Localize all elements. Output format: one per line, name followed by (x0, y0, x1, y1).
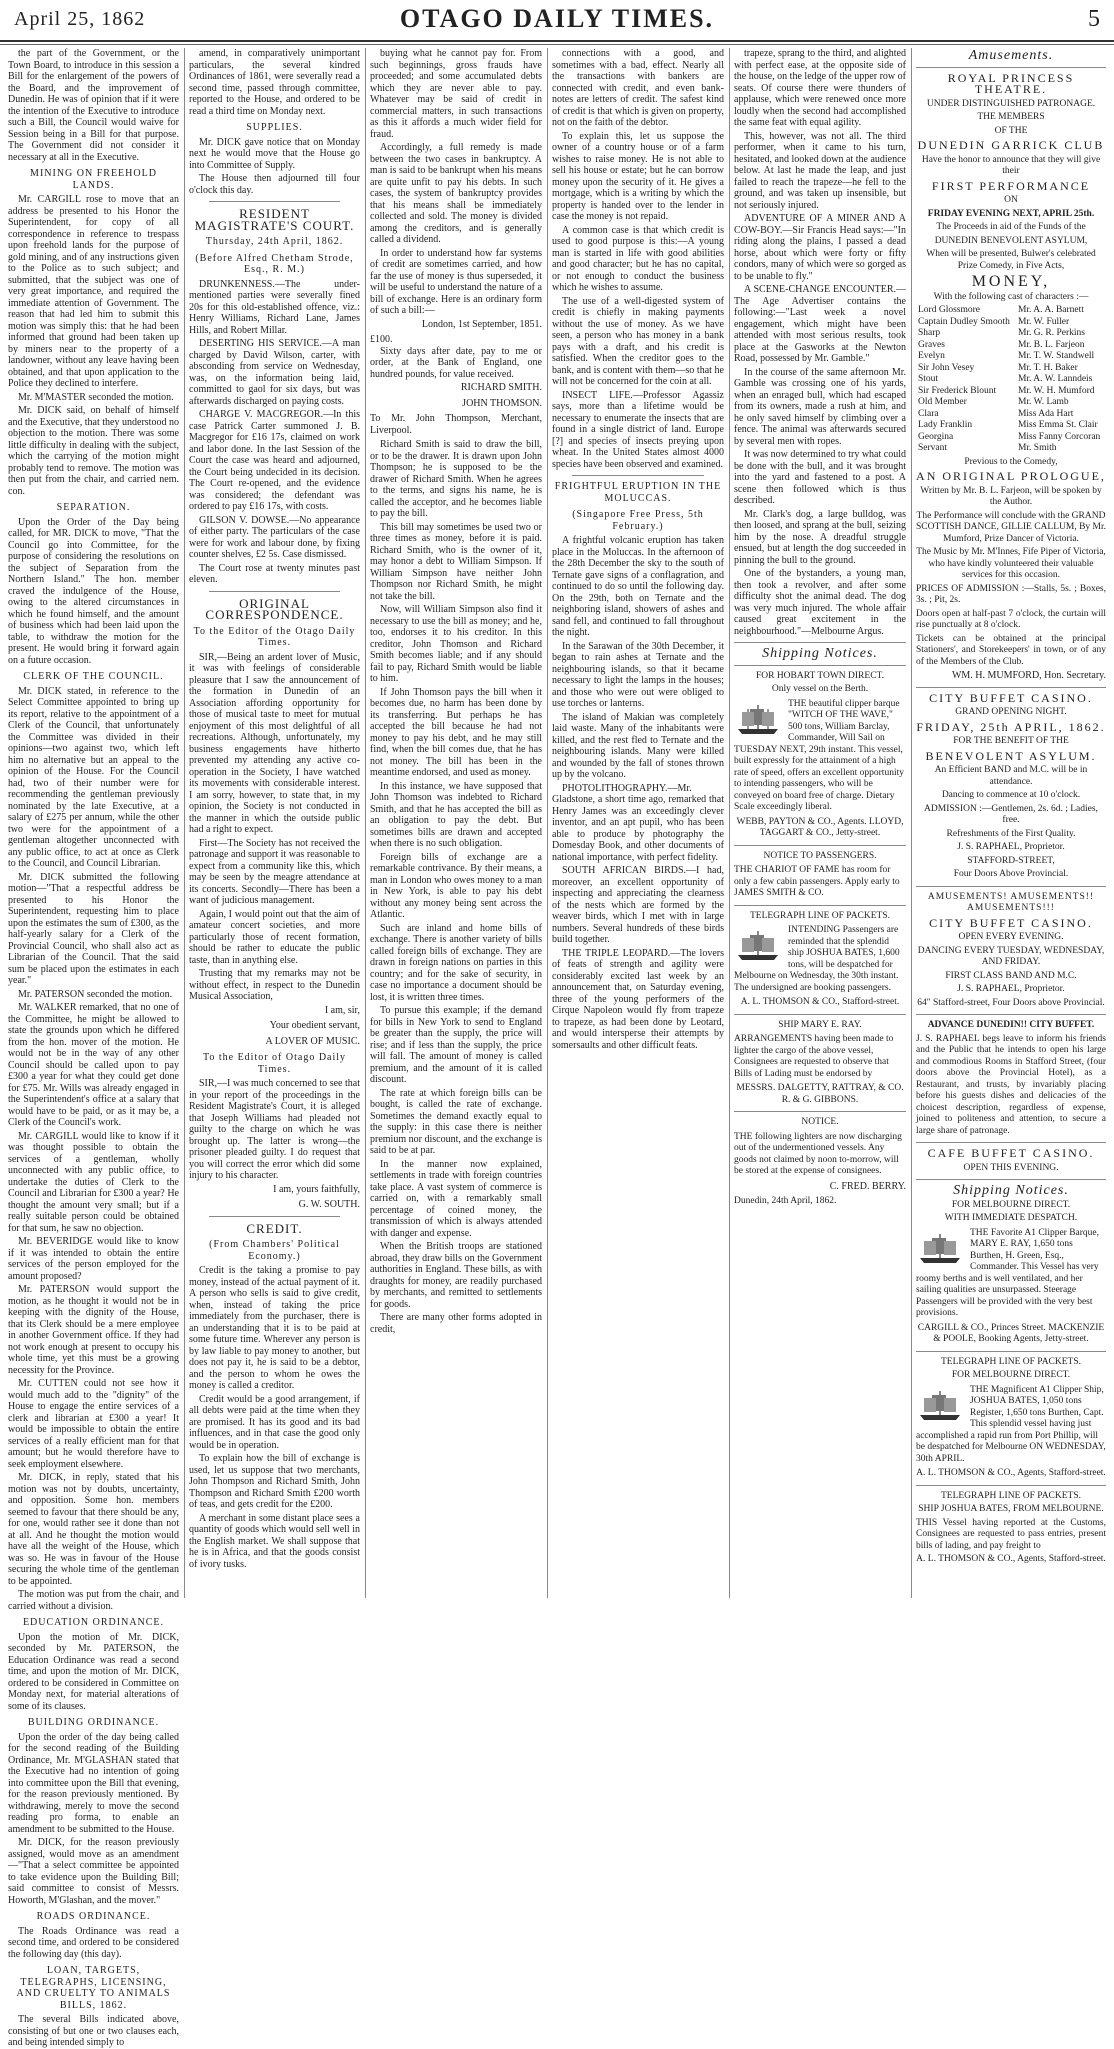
ad-line: GRAND OPENING NIGHT. (955, 707, 1067, 717)
paragraph: INSECT LIFE.—Professor Agassiz says, more than a lifetime would be necessary to enumerate the insects that are found in a single district of land. Europe [?] and species of insects preying upon wheat. In the United States almost 4000 species have been observed and examined. (552, 389, 724, 470)
ad-line: PRICES OF ADMISSION :—Stalls, 5s. ; Boxes, 3s. ; Pit, 2s. (916, 583, 1106, 605)
paragraph: In the course of the same afternoon Mr. Gamble was crossing one of his yards, when an enraged bull, which had escaped from its owners, made a rush at him, and he only saved himself by climbing over a fence. The animal was afterwards secured by several men with ropes. (734, 366, 906, 447)
paragraph: SIR,—I was much concerned to see that in your report of the proceedings in the Resident Magistrate's Court, it is alleged that Joseph Williams had pleaded not guilty to the charge on which he was brought up. The latter is wrong—the prisoner pleaded guilty. I do request that you will correct the error which did some injury to his character. (189, 1078, 360, 1181)
cast-actor: Mr. W. Fuller (1017, 316, 1070, 327)
ad-text: THIS Vessel having reported at the Customs, Consignees are requested to pass entries, present bills of lading, and pay freight to (916, 1517, 1106, 1551)
paragraph: The use of a well-digested system of credit is chiefly in making payments without the use of money. As we have seen, a person who has money in a bank pays with a draft, and his credit is satisfied. When the creditor goes to the bank, and is content with them—so that he will not be concerned for the coin at all. (552, 295, 724, 387)
ad-line: BENEVOLENT ASYLUM. (925, 748, 1097, 763)
ad-line: FIRST CLASS BAND AND M.C. (945, 970, 1077, 981)
paragraph: This bill may sometimes be used two or three times as money, before it is paid. Richard Smith, who is the owner of it, may honor a debt to William Simpson. If William Simpson have neither John Thompson nor Richard Smith, he might not take the bill. (370, 521, 542, 602)
ad-line: ON (1004, 195, 1018, 205)
bill-signature: RICHARD SMITH. (460, 382, 542, 393)
paragraph: Mr. DICK said, on behalf of himself and the Executive, that they understood no objection to the motion. There was some little difficulty in dealing with the subject, which the carrying of the motion might probably tend to remove. The motion was then put from the chair, and carried nem. con. (8, 405, 179, 497)
paragraph: Such are inland and home bills of exchange. There is another variety of bills called foreign bills of exchange. They are drawn in foreign nations on parties in this country; and for the sake of security, in case no importance a document should be lost, it is written three times. (370, 922, 542, 1003)
signature-line: I am, sir, (324, 1004, 360, 1016)
performance-date: FRIDAY EVENING NEXT, APRIL 25th. (927, 208, 1095, 219)
ad-subheading: Only vessel on the Berth. (771, 684, 869, 694)
paragraph: SOUTH AFRICAN BIRDS.—I had, moreover, an excellent opportunity of inspecting and appreciating the clearness of the nests which are formed by the weaver birds, which I met with in large numbers. Several hundreds of these birds build together. (552, 865, 724, 945)
divider (916, 1351, 1106, 1352)
source-line: (Singapore Free Press, 5th February.) (572, 509, 704, 532)
bill-addressee: To Mr. John Thompson, Merchant, Liverpool. (370, 413, 542, 436)
ad-line: Four Doors Above Provincial. (953, 869, 1069, 879)
letter-address: To the Editor of the Otago Daily Times. (193, 625, 356, 648)
cast-row (916, 340, 1106, 352)
ad-subheading: UNDER DISTINGUISHED PATRONAGE. (926, 98, 1096, 109)
column-divider (547, 48, 548, 1598)
page-number: 5 (1088, 6, 1100, 32)
ad-line: Tickets can be obtained at the principal Stationers', and Storekeepers' in town, or of any of the Members of the Club. (916, 633, 1106, 667)
cast-actor: Miss Emma St. Clair (1017, 420, 1098, 430)
cast-actor: Mr. Smith (1017, 443, 1057, 453)
ad-heading: WITH IMMEDIATE DESPATCH. (944, 1213, 1078, 1223)
ad-text: THE CHARIOT OF FAME has room for only a few cabin passengers. Apply early to JAMES SMITH & CO. (734, 865, 900, 898)
paragraph: trapeze, sprang to the third, and alighted with perfect ease, at the opposite side of the house, on the ledge of the upper row of seats. Of course there were thunders of applause, which were renewed once more loudly when the second had accomplished the same feat with equal agility. (734, 48, 906, 128)
ad-heading: NOTICE TO PASSENGERS. (763, 850, 877, 861)
section-heading: LOAN, TARGETS, TELEGRAPHS, LICENSING, AND CRUELTY TO ANIMALS BILLS, 1862. (16, 1965, 171, 2011)
ad-text: THE following lighters are now discharging out of the undermentioned vessels. Any goods not claimed by noon to-morrow, will be stored at the expense of consignees. (734, 1131, 902, 1176)
ad-text: THE beautiful clipper barque "WITCH OF THE WAVE," 500 tons, William Barclay, Commander, Will Sail on TUESDAY NEXT, 29th instant. This vessel, built expressly for the attainment of a high rate of speed, offers an excellent opportunity to intending passengers, who will be conveyed on board free of charge. Dietary Scale exceedingly liberal. (734, 698, 904, 812)
cast-actor: Miss Fanny Corcoran (1017, 431, 1101, 442)
paragraph: In the manner now explained, settlements in trade with foreign countries take place. A vast system of commerce is carried on, with a remarkably small percentage of coined money, the transmission of which is always attended with danger and expense. (370, 1158, 542, 1239)
ad-heading: FOR HOBART TOWN DIRECT. (755, 670, 885, 681)
paragraph: To pursue this example; if the demand for bills in New York to send to England be greater than the supply, the price will rise; and if less than the supply, the price will fall. The amount of money is called premium, and the amount of it is called discount. (370, 1005, 542, 1085)
ad-heading: FOR MELBOURNE DIRECT. (951, 1199, 1071, 1210)
paragraph: connections with a good, and sometimes with a bad, effect. Nearly all the transactions with bankers are connected with credit, and even bank-notes are letters of credit. The safest kind of credit is that which is given on property, not on the faith of the debtor. (552, 48, 724, 128)
column-divider (365, 48, 366, 1598)
paragraph: Foreign bills of exchange are a remarkable contrivance. By their means, a man in London who owes money to a man in New York, is able to pay his debt without any money being sent across the Atlantic. (370, 851, 542, 920)
paragraph: Mr. CARGILL rose to move that an address be presented to his Honor the Superintendent, for copy of all correspondence in reference to trespass upon freehold lands for the purpose of gold mining, and of any instructions given to the Police as to such subject; and submitted, that the subject was one of very great importance, and required the immediate attention of Government. The reason that had led him to submit this motion was simply this: that he had been informed that ground had been taken up by miners near to the property of a landowner, without any leave having been obtained, and that upon application to the Police they declined to interfere. (8, 194, 179, 389)
ad-heading: NOTICE. (801, 1117, 839, 1127)
signature-line: I am, yours faithfully, (273, 1183, 360, 1195)
ad-line: When will be presented, Bulwer's celebrated Prize Comedy, in Five Acts, (926, 249, 1096, 271)
cast-role: Lord Glossmore (918, 305, 981, 315)
cast-role: Clara (918, 408, 939, 419)
ad-signature: WM. H. MUMFORD, Hon. Secretary. (951, 670, 1106, 681)
casino-name: CITY BUFFET CASINO. (929, 690, 1093, 705)
byline: (Before Alfred Chetham Strode, Esq., R. M.) (195, 252, 354, 275)
column-1 (8, 48, 179, 2048)
ad-agent: A. L. THOMSON & CO., Agents, Stafford-street. (916, 1468, 1106, 1478)
casino-name: CAFE BUFFET CASINO. (927, 1146, 1095, 1160)
ad-line: The Performance will conclude with the GRAND SCOTTISH DANCE, GILLIE CALLUM, By Mr. Mumford, Prize Dancer of Victoria. (916, 510, 1106, 544)
divider (916, 1485, 1106, 1486)
cast-row (916, 409, 1106, 421)
cast-actor: Miss Ada Hart (1017, 408, 1074, 419)
ad-line: Previous to the Comedy, (964, 456, 1058, 467)
ad-text: THE Favorite A1 Clipper Barque, MARY E. RAY, 1,650 tons Burthen, H. Green, Esq., Commander. This Vessel has very roomy berths and is well ventilated, and her sailing qualities are unsurpassed. Steerage Passengers will be provided with the very best provisions. (916, 1227, 1100, 1318)
bill-amount: £100. (370, 334, 393, 345)
cast-actor: Mr. W. H. Mumford (1017, 385, 1095, 396)
paragraph: Mr. CUTTEN could not see how it would much add to the "dignity" of the House to engage the entire services of a clerk and librarian at £300 a year! It would be impossible to obtain the entire services of a really efficient man for that amount; but he would therefore have to seek employment elsewhere. (8, 1378, 179, 1470)
cast-table (916, 305, 1106, 455)
divider (734, 905, 906, 906)
signature-line: Your obedient servant, (269, 1020, 360, 1031)
cast-actor: Mr. B. L. Farjeon (1017, 339, 1085, 350)
ad-heading: SHIP MARY E. RAY. (778, 1019, 862, 1030)
ad-line: OF THE (994, 125, 1028, 136)
cast-row (916, 305, 1106, 317)
paragraph: Mr. DICK, for the reason previously assigned, would move as an amendment—"That a select committee be appointed to take evidence upon the Building Bill; said committee to consist of Messrs. Howorth, M'Glashan, and the mover." (8, 1837, 179, 1906)
sailing-ship-icon (734, 927, 782, 963)
paragraph: DESERTING HIS SERVICE.—A man charged by David Wilson, carter, with absconding from service on Wednesday, was, on the information being laid, committed to gaol for six days, but was afterwards discharged on paying costs. (189, 338, 360, 407)
paragraph: It was now determined to try what could be done with the bull, and it was brought into the yard and fastened to a post. A scene then followed which is thus described. (734, 449, 906, 506)
ad-signature: C. FRED. BERRY. (829, 1180, 906, 1192)
cast-row (916, 351, 1106, 363)
section-heading: EDUCATION ORDINANCE. (22, 1617, 165, 1628)
cast-actor: Mr. G. R. Perkins (1017, 328, 1085, 338)
paragraph: If John Thomson pays the bill when it becomes due, no harm has been done by its transferring. But perhaps he has accepted the bill because he had not money to pay his debt, and he may still find, when the bill comes due, that he has not money. The bill has been in the meantime endorsed, and used as money. (370, 686, 542, 778)
divider (734, 1014, 906, 1015)
cast-role: Lady Franklin (918, 420, 973, 430)
bill-place: London, 1st September, 1851. (421, 318, 542, 330)
cast-row (916, 420, 1106, 432)
masthead (0, 0, 1114, 42)
cast-row (916, 443, 1106, 455)
cast-row (916, 374, 1106, 386)
ad-line: AMUSEMENTS! AMUSEMENTS!! AMUSEMENTS!!! (927, 891, 1095, 913)
cast-row (916, 386, 1106, 398)
paragraph: ADVENTURE OF A MINER AND A COW-BOY.—Sir Francis Head says:—"In riding along the plains, I passed a dead horse, about which were forty or fifty condors, many of which were so gorged as to be unable to fly." (734, 213, 906, 282)
paragraph: In this instance, we have supposed that John Thomson was indebted to Richard Smith, and that he has accepted the bill as an obligation to pay the debt. But sometimes bills are drawn and accepted when there is no such obligation. (370, 780, 542, 849)
paragraph: Richard Smith is said to draw the bill, or to be the drawer. It is drawn upon John Thompson; he is supposed to be the drawer of Richard Smith. When he agrees to the terms, and signs his name, he is called the acceptor, and he becomes liable to pay the bill. (370, 439, 542, 519)
ad-heading: TELEGRAPH LINE OF PACKETS. (940, 1490, 1082, 1501)
divider (734, 642, 906, 643)
paragraph: Mr. BEVERIDGE would like to know if it was intended to obtain the entire services of the person employed for the amount proposed? (8, 1236, 179, 1282)
paragraph: One of the bystanders, a young man, then took a revolver, and after some difficulty shot the animal dead. The dog was very much injured. The whole affair caused great excitement in the neighbourhood."—Melbourne Argus. (734, 568, 906, 637)
paragraph: Again, I would point out that the aim of amateur concert societies, and more particularly those of recent formation, should be rather to educate the public taste, than in anything else. (189, 908, 360, 966)
paragraph: A merchant in some distant place sees a quantity of goods which would sell well in the English market. We shall suppose that he is in Africa, and that the goods consist of ivory tusks. (189, 1512, 360, 1570)
paragraph: To explain how the bill of exchange is used, let us suppose that two merchants, John Thompson and Richard Smith, John Thompson and Richard Smith £200 worth of teas, and gets credit for the £200. (189, 1453, 360, 1510)
ad-line: AN ORIGINAL PROLOGUE, (916, 469, 1106, 483)
ad-heading: ADVANCE DUNEDIN!! CITY BUFFET. (927, 1020, 1095, 1030)
paragraph: GILSON V. DOWSE.—No appearance of either party. The particulars of the case were for work and labour done, by fixing counter shelves, £2 5s. Case dismissed. (189, 514, 360, 560)
paragraph: In order to understand how far systems of credit are sometimes carried, and how far the use of money is thus superseded, it will be useful to understand the nature of a bill of exchange. Here is an ordinary form of such a bill:— (370, 247, 542, 316)
paragraph: Mr. WALKER remarked, that no one of the Committee, he might be allowed to state the grounds upon which he differed from the hon. mover of the motion. He would not be in the way of any other Council should be called upon to pay £300 a year for what they could get done for £75. Mr. Wills was already engaged in the Superintendent's office at a salary that would have to be paid, or as it may be, a Clerk of the Council's work. (8, 1002, 179, 1128)
ad-line: DUNEDIN BENEVOLENT ASYLUM, (934, 235, 1088, 246)
divider (916, 1014, 1106, 1015)
ad-line: J. S. RAPHAEL, Proprietor. (957, 842, 1065, 852)
paragraph: Accordingly, a full remedy is made between the two cases in bankruptcy. A man is said to be bankrupt when his means are quite unfit to pay his debts. In such cases, the system of bankruptcy provides that his means shall be immediately collected and sold. The money is divided among the creditors, and is generally called a dividend. (370, 142, 542, 245)
signature-name: A LOVER OF MUSIC. (265, 1035, 360, 1047)
ad-line: Refreshments of the First Quality. (946, 828, 1076, 839)
bill-signature: JOHN THOMSON. (462, 397, 542, 409)
cast-row (916, 363, 1106, 375)
ad-agent: A. L. THOMSON & CO., Agents, Stafford-street. (916, 1554, 1106, 1564)
paragraph: Now, will William Simpson also find it necessary to use the bill as money; and he, too, endorses it to his creditor. In this creditor, John Thomson and Richard Smith becomes liable; and if any should fail to pay, Richard Smith would be liable to him. (370, 604, 542, 684)
cast-role: Stout (918, 374, 939, 384)
divider (572, 475, 704, 476)
paragraph: Upon the motion of Mr. DICK, seconded by Mr. PATERSON, the Education Ordinance was read a second time, and upon the motion of Mr. DICK, ordered to be considered in Committee on Monday next, for material alterations of some of its clauses. (8, 1631, 179, 1712)
paragraph: Mr. DICK, in reply, stated that his motion was not by doubts, uncertainty, and opposition. Some hon. members seemed to favour that there should be any, for one, would rather see it done than not at all. And he thought the motion would have all the weight of the House, which was so. He was in favour of the House securing the whole time of the gentleman to be appointed. (8, 1472, 179, 1587)
paragraph: THE TRIPLE LEOPARD.—The lovers of feats of strength and agility were considerably excited last week by an announcement that, on Saturday evening, three of the young performers of the Cirque Napoleon would fly from trapeze to trapeze, as had been done by Leotard, and would intersperse their attempts by somersaults and other difficult feats. (552, 947, 724, 1051)
column-divider (184, 48, 185, 1598)
ad-line: The Proceeds in aid of the Funds of the (936, 222, 1086, 232)
paragraph: To explain this, let us suppose the owner of a country house or of a farm wishes to raise money. He is not able to sell his house or estate; but he can borrow money upon the security of it. He gives a mortgage, which is a writing by which the property is handed over to the lender in case the money is not repaid. (552, 130, 724, 222)
paragraph: This, however, was not all. The third performer, when it came to his turn, hesitated, and looked down at the audience below. At last he made the leap, and just failed to reach the trapeze—he fell to the ground, and was taken up insensible, but not seriously injured. (734, 130, 906, 211)
ad-heading: FOR MELBOURNE DIRECT. (951, 1370, 1071, 1380)
column-2 (189, 48, 360, 1598)
section-heading: ROADS ORDINANCE. (36, 1911, 151, 1922)
section-heading: CREDIT. (246, 1220, 303, 1236)
paragraph: The motion was put from the chair, and carried without a division. (8, 1589, 179, 1612)
paragraph: Upon the order of the day being called for the second reading of the Building Ordinance, Mr. M'GLASHAN stated that the Executive had no intention of going into committee upon the Bill that evening, for the reason previously mentioned. By withdrawing, merely to move the second reading pro forma, to enable an amendment to be submitted to the House. (8, 1731, 179, 1835)
divider (209, 591, 340, 592)
cast-role: Georgina (918, 431, 954, 442)
ad-line: Dancing to commence at 10 o'clock. (941, 790, 1081, 800)
ad-text: INTENDING Passengers are reminded that the splendid ship JOSHUA BATES, 1,600 tons, will be despatched for Melbourne on Wednesday, the 30th instant. The undersigned are booking passengers. (734, 925, 900, 993)
shipping-heading: Shipping Notices. (762, 646, 878, 661)
paragraph: Mr. DICK gave notice that on Monday next he would move that the House go into Committee of Supply. (189, 136, 360, 171)
column-3 (370, 48, 542, 1598)
column-4 (552, 48, 724, 1598)
ship-ad (916, 1228, 1106, 1320)
sailing-ship-icon (916, 1387, 964, 1423)
casino-name: CITY BUFFET CASINO. (929, 915, 1093, 930)
paragraph: DRUNKENNESS.—The under-mentioned parties were severally fined 20s for this old-established offence, viz.: Henry Williams, Richard Lane, James Hills, and Robert Millar. (189, 278, 360, 336)
divider (734, 665, 906, 666)
paragraph: Mr. CARGILL would like to know if it was thought possible to obtain the services of a gentleman, wholly unconnected with any public office, to undertake the duties of Clerk to the Council and Librarian for £300 a year? He thought the amount very small; but if a really suitable person could be obtained for that sum, he saw no objection. (8, 1130, 179, 1234)
paragraph: Upon the Order of the Day being called, for MR. DICK to move, "That the Council go into Committee, for the purpose of considering the resolutions on the subject of Separation from the Northern Island." The hon. member craved the indulgence of the House, owing to the altered circumstances in which he found himself, and the amount of business which had been laid upon the table, to withdraw the motion for the present. He would bring it forward again on a future occasion. (8, 516, 179, 666)
issue-date: April 25, 1862 (14, 8, 146, 30)
paragraph: CHARGE V. MACGREGOR.—In this case Patrick Carter summoned J. B. Macgregor for £16 17s, claimed on work and labor done. In the last Session of the Court the case was heard and adjourned, the Court being undecided in its decision. The Court re-opened, and the evidence was considered; the defendant was ordered to pay £16 17s, with costs. (189, 409, 360, 512)
ad-line: STAFFORD-STREET, (967, 855, 1055, 866)
divider (916, 1179, 1106, 1180)
advertisements-column (916, 48, 1106, 1598)
ad-line: ADMISSION :—Gentlemen, 2s. 6d. ; Ladies, free. (924, 803, 1098, 825)
paragraph: The rate at which foreign bills can be bought, is called the rate of exchange. Sometimes the demand exactly equal to the supply: in this case there is neither premium nor discount, and the exchange is said to be at par. (370, 1087, 542, 1156)
section-heading: RESIDENT MAGISTRATE'S COURT. (194, 206, 355, 233)
sailing-ship-icon (734, 701, 782, 737)
ad-line: Doors open at half-past 7 o'clock, the curtain will rise punctually at 8 o'clock. (916, 608, 1106, 630)
newspaper-title: OTAGO DAILY TIMES. (399, 4, 715, 33)
section-heading: ORIGINAL CORRESPONDENCE. (205, 595, 344, 622)
divider (916, 67, 1106, 68)
divider (209, 201, 340, 202)
paragraph: A frightful volcanic eruption has taken place in the Moluccas. In the afternoon of the 28th December the sky to the south of Ternate gave signs of a conflagration, and continued to do so until the following day. On the 29th, both on Ternate and the neighboring island, showers of ashes and sand fell, and continued to fall throughout the night. (552, 535, 724, 638)
ad-agent: WEBB, PAYTON & CO., Agents. LLOYD, TAGGART & CO., Jetty-street. (736, 816, 904, 838)
signature-name: G. W. SOUTH. (298, 1199, 360, 1210)
paragraph: A SCENE-CHANGE ENCOUNTER.—The Age Advertiser contains the following:—"Last week a novel engagement, which might have been attended with most serious results, took place at the Gasworks at the Newton Road, possessed by Mr. Gamble." (734, 284, 906, 364)
paragraph: The several Bills indicated above, consisting of but one or two clauses each, and being intended simply to (8, 2014, 179, 2048)
column-divider (729, 48, 730, 1598)
ad-heading: TELEGRAPH LINE OF PACKETS. (749, 910, 891, 921)
section-heading: SUPPLIES. (246, 122, 303, 133)
paragraph: Credit is the taking a promise to pay money, instead of the actual payment of it. A person who sells is said to give credit, when, instead of taking the price immediately from the purchaser, there is an understanding that it is to be paid at some future time. Wherever any person is by law liable to pay money to another, but does not pay it, he is said to be a debtor, and the person to whom he owes the money is called a creditor. (189, 1265, 360, 1391)
paragraph: The island of Makian was completely laid waste. Many of the inhabitants were killed, and the rest fled to Ternate and the neighbouring islands. Many were killed and wounded by the fall of stones thrown up by the volcano. (552, 711, 724, 780)
amusements-heading: Amusements. (968, 48, 1054, 63)
cast-actor: Mr. A. A. Barnett (1017, 305, 1084, 315)
cast-row (916, 328, 1106, 340)
section-heading: SEPARATION. (56, 502, 131, 513)
ship-ad (734, 699, 906, 814)
section-heading: FRIGHTFUL ERUPTION IN THE MOLUCCAS. (554, 481, 722, 504)
paragraph: Mr. Clark's dog, a large bulldog, was then loosed, and sprang at the bull, seizing him by the nose. A dreadful struggle ensued, but at length the dog succeeded in pinning the bull to the ground. (734, 508, 906, 566)
section-heading: CLERK OF THE COUNCIL. (23, 671, 164, 682)
ad-text: J. S. RAPHAEL begs leave to inform his friends and the Public that he intends to open his large and commodious Rooms in Stafford Street, (four doors above the Provincial Hotel), as a Restaurant, and trusts, by invariably placing before his guests dishes and delicacies of the choicest description, regardless of expense, joined to politeness and attention, to secure a large share of patronage. (916, 1033, 1106, 1136)
cast-row (916, 317, 1106, 329)
ad-heading: TELEGRAPH LINE OF PACKETS. (940, 1356, 1082, 1367)
ship-ad (734, 925, 906, 994)
divider (916, 687, 1106, 688)
date-line: Thursday, 24th April, 1862. (205, 236, 344, 247)
cast-row (916, 432, 1106, 444)
ad-line: J. S. RAPHAEL, Proprietor. (957, 984, 1065, 994)
paragraph: Mr. DICK submitted the following motion—"That a respectful address be presented to his Honor the Superintendent, requesting him to place upon the estimates the sum of £300, as the half-yearly salary for a Clerk of the Provincial Council, who shall also act as Librarian of the Council. That the said sum be placed upon the estimates in each year." (8, 871, 179, 986)
shipping-notices (734, 648, 906, 1208)
paragraph: Mr. DICK stated, in reference to the Select Committee appointed to bring up its report, relative to the appointment of a Clerk of the Council, that unfortunately the Committee was divided in their opinions—two against two, which left him no alternative but an appeal to the opinion of the House. For the Council had, two of their number were for recommending the gentleman previously nominated by the late Executive, at a salary of £275 per annum, while the other two were for the appointment of a gentleman altogether unconnected with any public office, to act at once as Clerk to the Council, and Council Librarian. (8, 685, 179, 869)
shipping-heading: Shipping Notices. (953, 1183, 1069, 1198)
cast-role: Captain Dudley Smooth (918, 316, 1010, 327)
paragraph: SIR,—Being an ardent lover of Music, it was with feelings of considerable pleasure that I saw the announcement of the formation in Dunedin of an Association affording opportunity for those of musical taste to meet for mutual enjoyment of this most delightful of all recreations. Although, unfortunately, my business engagements have hitherto prevented my attending any active co-operation in the Society, I have watched its movements with considerable interest. I am sorry, however, to state that, in my opinion, the Society is not conducted in the manner in which the outside public had a right to expect. (189, 651, 360, 835)
divider (734, 845, 906, 846)
ad-line: THE MEMBERS (977, 112, 1045, 122)
divider (734, 1111, 906, 1112)
ad-agent: CARGILL & CO., Princes Street. MACKENZIE & POOLE, Booking Agents, Jetty-street. (917, 1322, 1105, 1344)
paragraph: Sixty days after date, pay to me or order, at the Bank of England, one hundred pounds, for value received. (370, 345, 542, 380)
paragraph: Credit would be a good arrangement, if all debts were paid at the time when they are promised. It has its good and its bad influences, and in that case the good only would be in operation. (189, 1393, 360, 1451)
paragraph: When the British troops are stationed abroad, they draw bills on the Government authorities in England. These bills, as with draughts for money, are readily purchased by merchants, and remitted to settlements for goods. (370, 1241, 542, 1310)
section-heading: MINING ON FREEHOLD LANDS. (30, 168, 157, 191)
ad-heading: SHIP JOSHUA BATES, FROM MELBOURNE. (918, 1504, 1104, 1514)
cast-role: Sir John Vesey (918, 362, 975, 373)
ad-line: DANCING EVERY TUESDAY, WEDNESDAY, AND FRIDAY. (917, 945, 1105, 967)
ad-date: Dunedin, 24th April, 1862. (734, 1196, 837, 1206)
cast-role: Evelyn (918, 351, 945, 361)
paragraph: Mr. PATERSON would support the motion, as he thought it would not be in keeping with the dignity of the House, that its Clerk should be a mere employee in another Government office. If they had not work enough at present to occupy his whole time, yet this must be a growing necessity for the Province. (8, 1284, 179, 1376)
cast-role: Sharp (918, 328, 941, 338)
paragraph: In the Sarawan of the 30th December, it began to rain ashes at Ternate and the neighbouring islands, so that it became necessary to light the lamps in the houses; and those who were out were obliged to use torches or lanterns. (552, 640, 724, 709)
letter-address: To the Editor of Otago Daily Times. (202, 1052, 347, 1075)
section-heading: BUILDING ORDINANCE. (27, 1717, 160, 1728)
source-line: (From Chambers' Political Economy.) (209, 1239, 340, 1262)
paragraph: The Court rose at twenty minutes past eleven. (189, 562, 360, 585)
paragraph: First—The Society has not received the patronage and support it was reasonable to expect from a community like this, which may be seen by the meagre attendance at its concerts. Secondly—There has been a want of judicious management. (189, 837, 360, 906)
cast-actor: Mr. T. W. Standwell (1017, 351, 1095, 361)
paragraph: the part of the Government, or the Town Board, to introduce in this session a Bill for the enlargement of the powers of the Board, and the improvement of Dunedin. He was of opinion that if it were the intention of the Executive to introduce such a Bill, the Council would waive for Session being in a Bill for that purpose. The Government did not consider it necessary at all in the Executive. (8, 48, 179, 163)
cast-role: Servant (918, 443, 948, 453)
paragraph: The House then adjourned till four o'clock this day. (189, 173, 360, 196)
cast-role: Sir Frederick Blount (918, 385, 997, 396)
ad-line: OPEN THIS EVENING. (963, 1162, 1059, 1173)
ad-text: THE Magnificent A1 Clipper Ship, JOSHUA BATES, 1,050 tons Register, 1,650 tons Burthen, Capt. This splendid vessel having just accomplished a rapid run from Port Phillip, will be despatched for Melbourne ON WEDNESDAY, 30th APRIL. (916, 1384, 1106, 1464)
cast-actor: Mr. A. W. Lanndeis (1017, 374, 1093, 384)
divider (916, 1142, 1106, 1143)
column-5 (734, 48, 906, 1598)
ad-line: With the following cast of characters :— (933, 291, 1089, 302)
club-name: DUNEDIN GARRICK CLUB (917, 138, 1105, 152)
cast-role: Graves (918, 339, 945, 350)
ad-agent: A. L. THOMSON & CO., Stafford-street. (740, 997, 900, 1007)
play-title: MONEY, (971, 273, 1051, 290)
ad-line: Written by Mr. B. L. Farjeon, will be spoken by the Author. (920, 485, 1102, 507)
ad-line: FOR THE BENEFIT OF THE (953, 736, 1069, 746)
ad-line: 64" Stafford-street, Four Doors above Provincial. (917, 997, 1105, 1008)
ad-line: Have the honor to announce that they will give their (921, 154, 1101, 176)
ad-text: ARRANGEMENTS having been made to lighter the cargo of the above vessel, Consignees are requested to observe that Bills of Lading must be endorsed by (734, 1034, 894, 1079)
cast-row (916, 397, 1106, 409)
ad-line: OPEN EVERY EVENING. (958, 932, 1064, 942)
ad-line: FRIDAY, 25th APRIL, 1862. (916, 719, 1106, 734)
cast-actor: Mr. W. Lamb (1017, 397, 1069, 407)
paragraph: Mr. M'MASTER seconded the motion. (18, 391, 174, 403)
paragraph: The Roads Ordinance was read a second time, and ordered to be considered the following day (this day). (8, 1925, 179, 1960)
paragraph: There are many other forms adopted in credit, (370, 1312, 542, 1335)
theatre-name: ROYAL PRINCESS THEATRE. (947, 70, 1075, 96)
paragraph: Mr. PATERSON seconded the motion. (18, 988, 173, 1000)
sailing-ship-icon (916, 1230, 964, 1266)
paragraph: A common case is that which credit is used to good purpose is this:—A young man is started in life with good abilities and good character; but he has no capital, or not enough to conduct the business which he wishes to assume. (552, 224, 724, 293)
paragraph: buying what he cannot pay for. From such beginnings, gross frauds have proceeded; and some accumulated debts which they are never able to pay. Whatever may be said of credit in commercial matters, in such transactions as this it affords a much wider field for fraud. (370, 48, 542, 140)
divider (916, 886, 1106, 887)
masthead-rule (0, 44, 1114, 45)
ad-line: An Efficient BAND and M.C. will be in attendance. (934, 765, 1088, 787)
paragraph: Trusting that my remarks may not be without effect, in respect to the Dunedin Musical Association, (189, 968, 360, 1002)
ship-ad (916, 1385, 1106, 1466)
divider (209, 1216, 340, 1217)
cast-role: Old Member (918, 397, 967, 407)
column-divider (911, 48, 912, 1598)
ad-agent: MESSRS. DALGETTY, RATTRAY, & CO. R. & G. GIBBONS. (736, 1083, 904, 1105)
paragraph: amend, in comparatively unimportant particulars, the several kindred Ordinances of 1861, were severally read a second time, passed through committee, reported to the House, and ordered to be read a third time on Monday next. (189, 48, 360, 117)
ad-line: The Music by Mr. M'Innes, Fife Piper of Victoria, who have kindly volunteered their valuable services for this occasion. (916, 547, 1106, 580)
ad-line: FIRST PERFORMANCE (931, 178, 1091, 193)
paragraph: PHOTOLITHOGRAPHY.—Mr. Gladstone, a short time ago, remarked that Henry James was an exceedingly clever inventor, and an apt pupil, who has been able to produce by photography the Domesday Book, and other documents of national importance, with perfect fidelity. (552, 782, 724, 863)
cast-actor: Mr. T. H. Baker (1017, 362, 1078, 373)
